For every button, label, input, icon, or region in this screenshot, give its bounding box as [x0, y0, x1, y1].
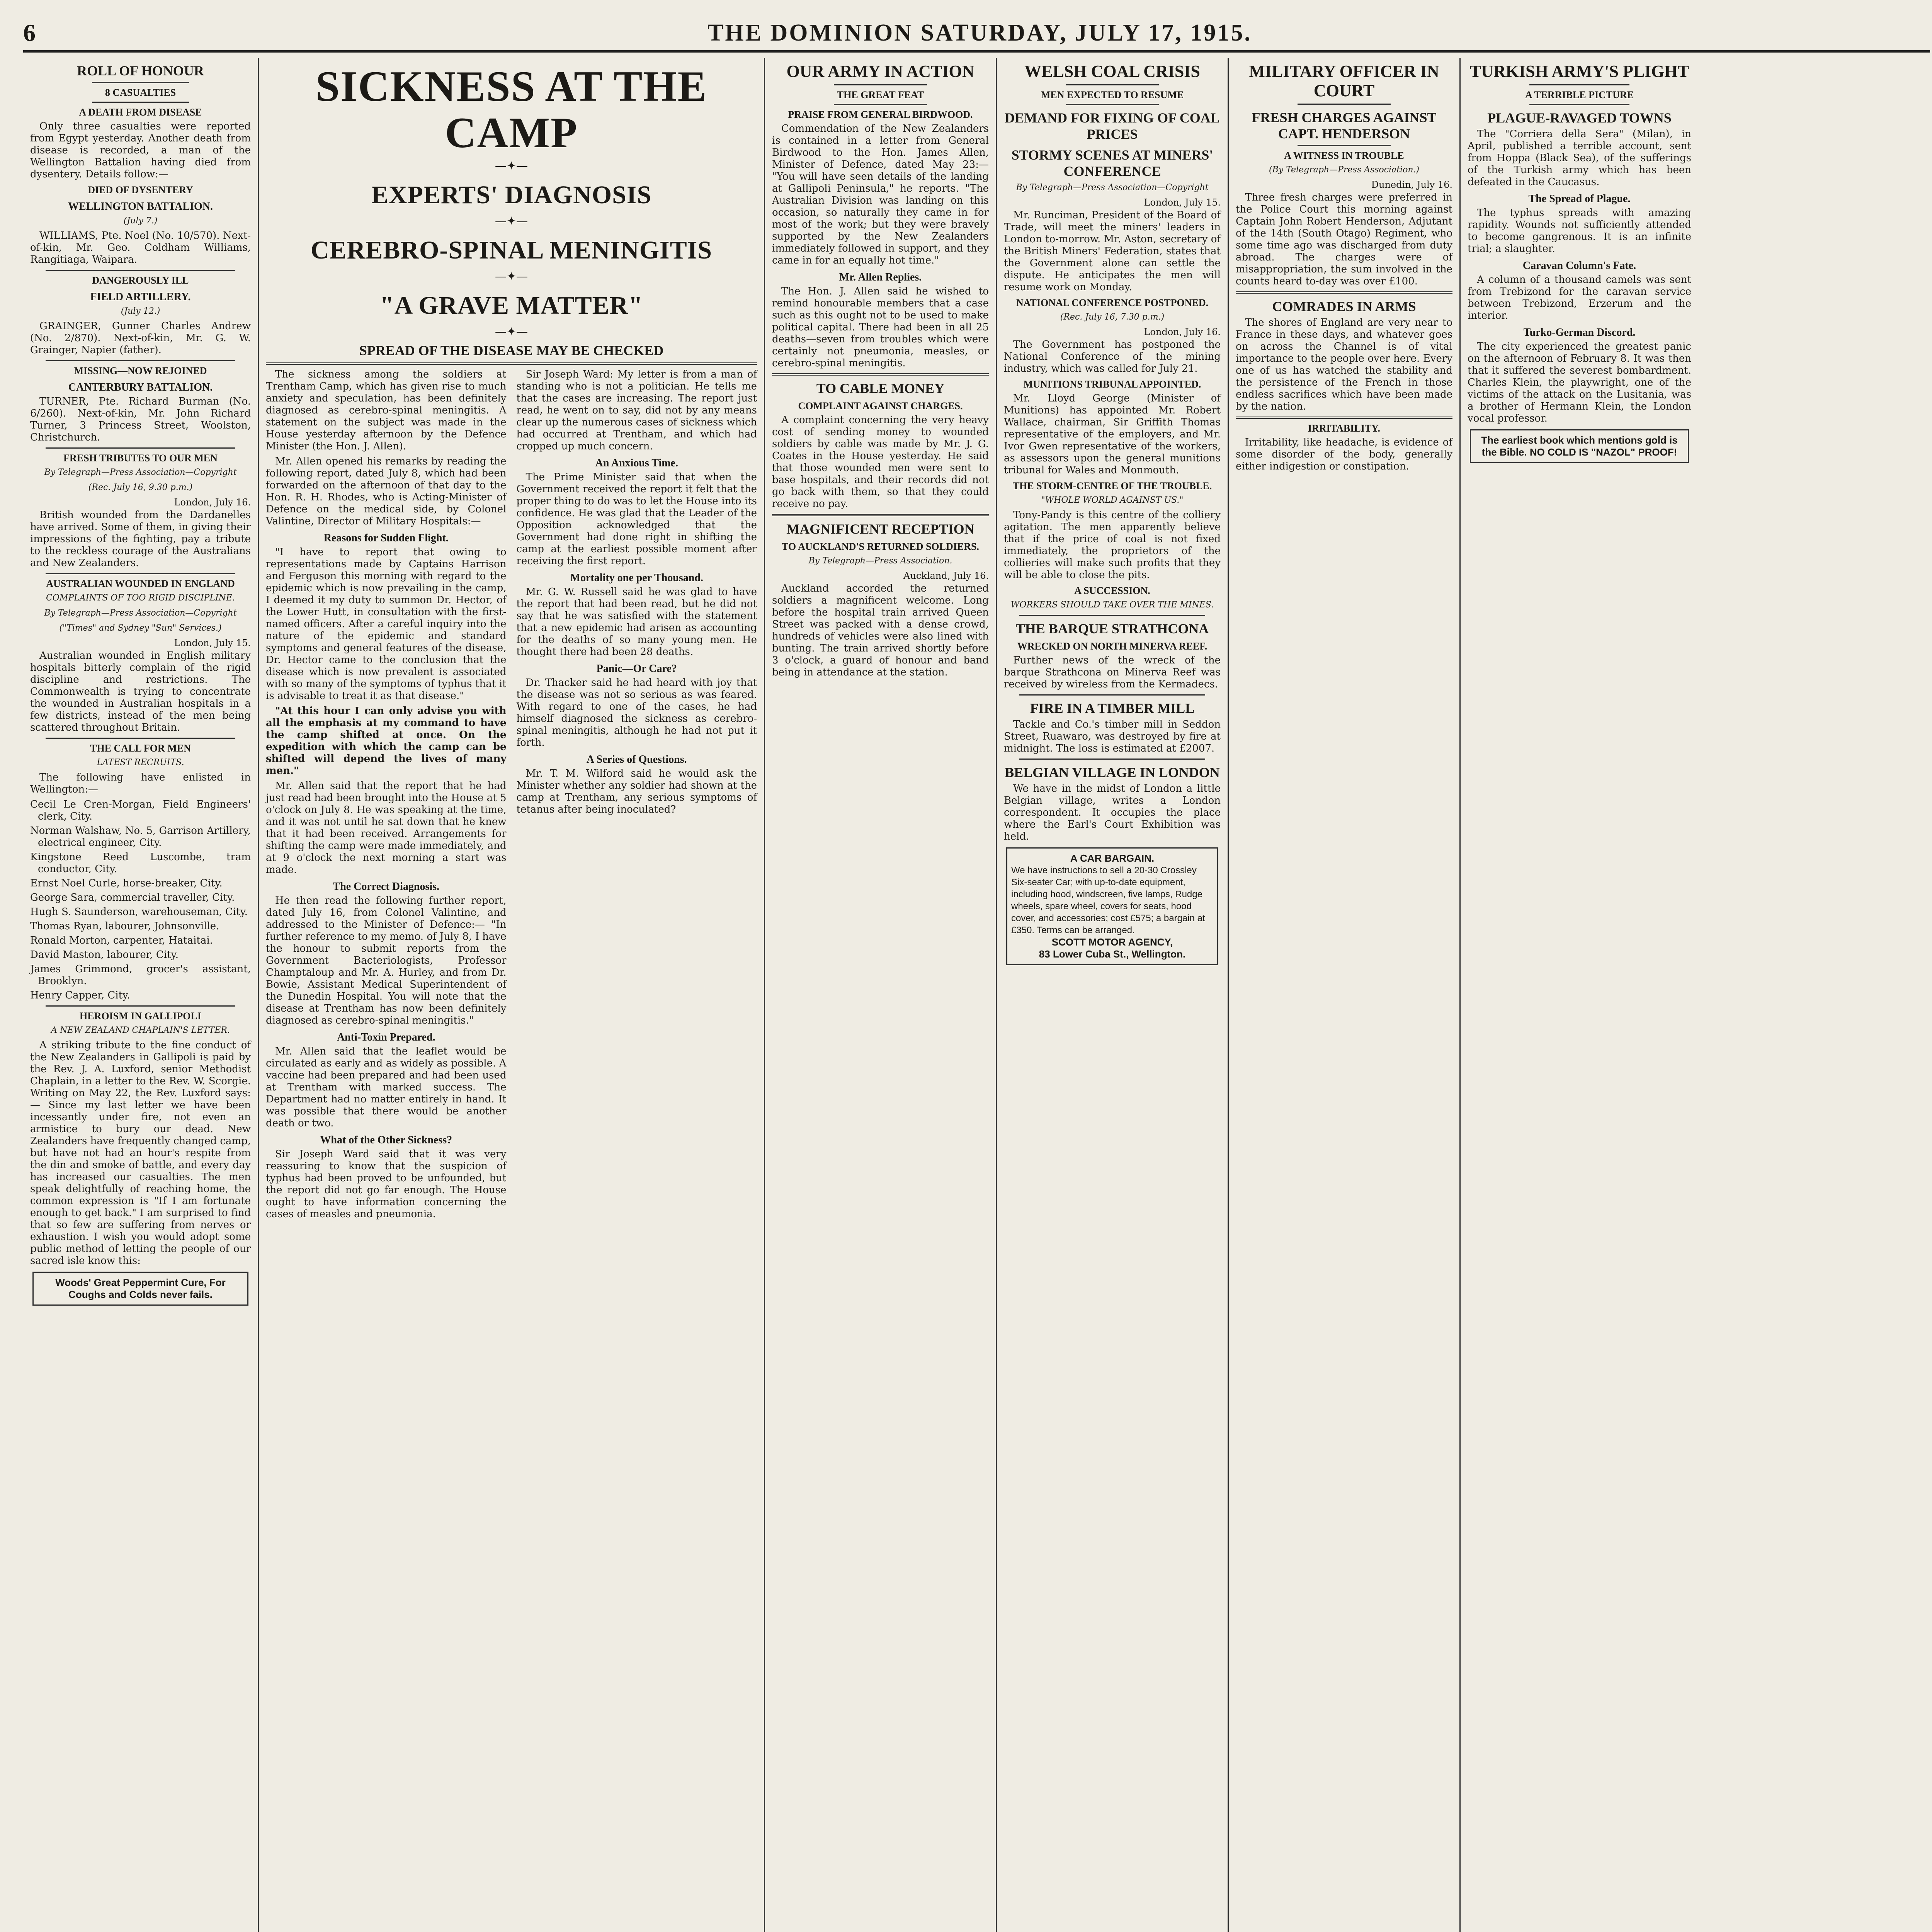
allen-text: The Hon. J. Allen said he wished to remind honourable members that a case such as this ought not to be used to make political capital. There had been in all 25 deaths—seven from troubles which were certainly not pneumonia, measles, or cerebro-spinal meningitis. [772, 286, 989, 369]
coal-prices-heading: DEMAND FOR FIXING OF COAL PRICES [1005, 110, 1220, 142]
plague-text: The typhus spreads with amazing rapidity. Wounds not sufficiently attended to become gangrenous. It is an infinite trial; a slaughter. [1468, 207, 1691, 255]
army-in-action-heading: OUR ARMY IN ACTION [786, 62, 975, 81]
cable-money-heading: TO CABLE MONEY [816, 381, 945, 396]
column-turkish-army [1461, 58, 1698, 1932]
list-item: David Maston, labourer, City. [30, 949, 179, 961]
call-for-men-heading: THE CALL FOR MEN [90, 743, 191, 754]
correct-diagnosis-subhead: The Correct Diagnosis. [333, 881, 440, 893]
welsh-coal-heading: WELSH COAL CRISIS [1024, 62, 1200, 81]
minerva-reef-heading: WRECKED ON NORTH MINERVA REEF. [1017, 641, 1208, 652]
timber-mill-fire-heading: FIRE IN A TIMBER MILL [1030, 701, 1195, 716]
article-right-column [517, 369, 757, 1223]
tributes-credit: By Telegraph—Press Association—Copyright [44, 468, 237, 477]
death-from-disease-heading: A DEATH FROM DISEASE [79, 107, 202, 118]
caravan-subhead: Caravan Column's Fate. [1522, 260, 1636, 272]
dysentery-date: (July 7.) [123, 216, 158, 226]
article-paragraph: Sir Joseph Ward: My letter is from a man of standing who is not a politician. He tells me that the cases are increasing. The report just read, he went on to say, did not by any means clear up the numerous cases of sickness which had occurred at Trentham, and which had cropped up much concern. [516, 369, 757, 452]
recruit-list [30, 799, 251, 1002]
masthead [23, 15, 1930, 53]
divider [834, 84, 927, 85]
coal-text: Mr. Runciman, President of the Board of Trade, will meet the miners' leaders in London to-morrow. Mr. Aston, secretary of the British Miners' Federation, states that the Government alone can settle the dispute. He anticipates the men will resume work on Monday. [1004, 209, 1221, 293]
ornament-divider: —✦— [495, 325, 528, 338]
article-paragraph: Mr. Allen said that the report that he had just read had been brought into the House at 5 o'clock on July 8. He was speaking at the time, and it was not until he sat down that he knew that it had been received. Arrangements for shifting the camp were made immediately, and at 9 o'clock the next morning a start was made. [266, 780, 507, 876]
officer-dateline: Dunedin, July 16. [1371, 179, 1452, 190]
australian-wounded-heading: AUSTRALIAN WOUNDED IN ENGLAND [46, 578, 235, 589]
spread-plague-subhead: The Spread of Plague. [1528, 193, 1631, 205]
belgian-village-text: We have in the midst of London a little Belgian village, writes a London correspondent. It occupies the place where the Earl's Court Exhibition was held. [1004, 783, 1221, 842]
wellington-battalion-label: WELLINGTON BATTALION. [68, 201, 213, 213]
casualties-count: 8 CASUALTIES [105, 87, 176, 98]
car-bargain-text: We have instructions to sell a 20-30 Crossley Six-seater Car; with up-to-date equipment, including hood, windscreen, five lamps, Rudge wheels, spare wheel, covers for seats, hood cover, and accessories; cost £575; a bargain at £350. Terms can be arranged. [1011, 865, 1205, 935]
article-paragraph: He then read the following further report, dated July 16, from Colonel Valintine, and addressed to the Minister of Defence:— "In further reference to my memo. of July 8, I have the honour to submit reports from the Government Bacteriologists, Professor Champtaloup and Mr. A. Hurley, and from Dr. Bowie, Assistant Medical Superintendent of the Dunedin Hospital. You will note that the disease at Trentham has now been definitely diagnosed as cerebro-spinal meningitis." [266, 895, 507, 1026]
list-item: Thomas Ryan, labourer, Johnsonville. [30, 920, 219, 932]
great-feat-heading: THE GREAT FEAT [837, 89, 924, 100]
column-army-in-action [765, 58, 997, 1932]
divider [1019, 759, 1205, 760]
sickness-headline: SICKNESS AT THE CAMP [315, 63, 707, 157]
column-military-officer [1229, 58, 1461, 1932]
field-artillery-label: FIELD ARTILLERY. [90, 291, 191, 303]
succession-heading: A SUCCESSION. [1074, 585, 1150, 596]
conference-postponed-heading: NATIONAL CONFERENCE POSTPONED. [1016, 297, 1209, 308]
divider [1236, 417, 1452, 419]
turko-german-subhead: Turko-German Discord. [1523, 327, 1636, 338]
questions-subhead: A Series of Questions. [586, 753, 687, 765]
cable-text: A complaint concerning the very heavy cost of sending money to wounded soldiers by cable was made by Mr. J. G. Coates in the House yesterday. He said that those wounded men were sent to base hospitals, and their records did not go back with them, so that they could receive no pay. [772, 414, 989, 510]
article-paragraph: Mr. T. M. Wilford said he would ask the Minister whether any soldier had shown at the camp at Trentham, any serious symptoms of tetanus after being inoculated? [516, 768, 757, 815]
australian-credit: By Telegraph—Press Association—Copyright [44, 608, 237, 618]
military-officer-heading: MILITARY OFFICER IN COURT [1249, 62, 1439, 100]
divider [46, 447, 235, 449]
cable-complaint-heading: COMPLAINT AGAINST CHARGES. [798, 400, 963, 412]
divider [772, 514, 989, 516]
officer-credit: (By Telegraph—Press Association.) [1269, 165, 1420, 175]
strathcona-text: Further news of the wreck of the barque Strathcona on Minerva Reef was received by wireless from the Kermadecs. [1004, 655, 1221, 690]
nazol-ad: The earliest book which mentions gold is the Bible. NO COLD IS "NAZOL" PROOF! [1470, 429, 1689, 463]
ornament-divider: —✦— [495, 159, 528, 173]
column-welsh-coal-crisis [997, 58, 1229, 1932]
article-left-column [266, 369, 507, 1223]
peppermint-cure-ad: Woods' Great Peppermint Cure, For Coughs and Colds never fails. [32, 1272, 248, 1306]
divider [1529, 84, 1629, 85]
storm-centre-text: Tony-Pandy is this centre of the colliery agitation. The men apparently believe that if the price of coal is not fixed immediately, the proprietors of the collieries will make such profits that they will be able to close the pits. [1004, 509, 1221, 581]
anxious-time-subhead: An Anxious Time. [595, 457, 678, 469]
coal-dateline: London, July 15. [1144, 197, 1221, 208]
turner-entry: TURNER, Pte. Richard Burman (No. 6/260). Next-of-kin, Mr. John Richard Turner, 3 Princess Street, Woolston, Christchurch. [30, 396, 251, 443]
grave-matter-heading: "A GRAVE MATTER" [380, 291, 643, 320]
reception-credit: By Telegraph—Press Association. [808, 556, 952, 566]
williams-entry: WILLIAMS, Pte. Noel (No. 10/570). Next-of-kin, Mr. Geo. Coldham Williams, Rangitiaga, Waipara. [30, 230, 251, 265]
storm-centre-heading: THE STORM-CENTRE OF THE TROUBLE. [1012, 480, 1212, 492]
list-item: Henry Capper, City. [30, 990, 130, 1001]
munitions-text: Mr. Lloyd George (Minister of Munitions) has appointed Mr. Robert Wallace, chairman, Sir Griffith Thomas representative of the employers, and Mr. Ivor Gwen representative of the workers, as assessors upon the general munitions tribunal for Wales and Monmouth. [1004, 393, 1221, 476]
latest-recruits-label: LATEST RECRUITS. [97, 758, 184, 767]
divider [92, 102, 189, 103]
spread-checked-heading: SPREAD OF THE DISEASE MAY BE CHECKED [359, 343, 664, 358]
comrades-text: The shores of England are very near to France in these days, and whatever goes on across the Channel is of vital importance to the people over here. Every one of us has watched the stability and the persistence of the French in those endless sacrifices which have been made by the nation. [1236, 317, 1452, 412]
anti-toxin-subhead: Anti-Toxin Prepared. [337, 1031, 435, 1043]
died-of-dysentery-heading: DIED OF DYSENTERY [88, 184, 193, 196]
article-paragraph: Dr. Thacker said he had heard with joy that the disease was not so serious as was feared. With regard to one of the cases, he had himself diagnosed the sickness as cerebro-spinal meningitis, although he had not put it forth. [516, 677, 757, 748]
reception-sub: TO AUCKLAND'S RETURNED SOLDIERS. [782, 541, 979, 552]
divider [1019, 615, 1205, 616]
divider [46, 573, 235, 574]
list-item: Norman Walshaw, No. 5, Garrison Artillery, electrical engineer, City. [30, 825, 251, 849]
divider [46, 270, 235, 271]
scott-motor-agency: SCOTT MOTOR AGENCY, [1051, 936, 1173, 948]
divider [1019, 694, 1205, 696]
witness-trouble-heading: A WITNESS IN TROUBLE [1284, 150, 1404, 161]
divider [266, 362, 757, 365]
artillery-date: (July 12.) [121, 306, 160, 316]
turko-german-text: The city experienced the greatest panic on the afternoon of February 8. It was then that it suffered the severest bombardment. Charles Klein, the playwright, one of the victims of the attack on the Lusitania, was a brother of Hermann Klein, the London vocal professor. [1468, 341, 1691, 424]
article-paragraph: Mr. G. W. Russell said he was glad to have the report that had been read, but he did not say that he was satisfied with the statement that a new epidemic had arisen as accounting for the deaths of so many young men. He thought there had been 28 deaths. [516, 586, 757, 658]
divider [1066, 104, 1159, 105]
coal-credit: By Telegraph—Press Association—Copyright [1016, 183, 1209, 192]
grainger-entry: GRAINGER, Gunner Charles Andrew (No. 2/870). Next-of-kin, Mr. G. W. Grainger, Napier (father). [30, 320, 251, 356]
australian-services: ("Times" and Sydney "Sun" Services.) [59, 623, 222, 633]
munitions-tribunal-heading: MUNITIONS TRIBUNAL APPOINTED. [1023, 379, 1201, 390]
list-item: Ernst Noel Curle, horse-breaker, City. [30, 878, 223, 889]
ornament-divider: —✦— [495, 214, 528, 228]
newspaper-title: THE DOMINION SATURDAY, JULY 17, 1915. [707, 19, 1252, 46]
irritability-text: Irritability, like headache, is evidence of some disorder of the body, generally either indigestion or constipation. [1236, 437, 1452, 472]
comrades-in-arms-heading: COMRADES IN ARMS [1272, 299, 1416, 314]
divider [772, 373, 989, 376]
car-bargain-heading: A CAR BARGAIN. [1070, 852, 1155, 864]
list-item: Kingstone Reed Luscombe, tram conductor, City. [30, 851, 251, 875]
divider [46, 360, 235, 361]
masthead-spacer [1924, 19, 1930, 47]
tributes-date: (Rec. July 16, 9.30 p.m.) [88, 483, 193, 492]
divider [1236, 291, 1452, 294]
meningitis-heading: CEREBRO-SPINAL MENINGITIS [310, 236, 713, 264]
article-paragraph: Sir Joseph Ward said that it was very reassuring to know that the suspicion of typhus had been proved to be unfounded, but the report did not go far enough. The House ought to have information concerning the cases of measles and pneumonia. [266, 1148, 507, 1220]
column-sickness-at-camp [259, 58, 765, 1932]
reasons-subhead: Reasons for Sudden Flight. [323, 532, 449, 544]
stormy-scenes-heading: STORMY SCENES AT MINERS' CONFERENCE [1011, 147, 1213, 179]
divider [1298, 145, 1391, 146]
article-paragraph: Mr. Allen said that the leaflet would be circulated as early and as widely as possible. A vaccine had been prepared and had been used at Trentham with marked success. The Department had no matter entirely in hand. It was possible that there would be another death or two. [266, 1046, 507, 1129]
belgian-village-heading: BELGIAN VILLAGE IN LONDON [1005, 765, 1220, 780]
officer-text: Three fresh charges were preferred in the Police Court this morning against Captain John Robert Henderson, Adjutant of the 14th (South Otago) Regiment, who some time ago was discharged from duty abroad. The charges were of misappropriation, the sum involved in the counts heard to-day was over £100. [1236, 192, 1452, 287]
column-roll-of-honour [23, 58, 259, 1932]
whole-world-sub: "WHOLE WORLD AGAINST US." [1041, 495, 1184, 505]
list-item: George Sara, commercial traveller, City. [30, 892, 235, 903]
reception-heading: MAGNIFICENT RECEPTION [786, 521, 975, 537]
divider [1066, 84, 1159, 85]
conference-date: (Rec. July 16, 7.30 p.m.) [1060, 312, 1165, 322]
australian-sub: COMPLAINTS OF TOO RIGID DISCIPLINE. [46, 593, 235, 603]
take-over-mines-sub: WORKERS SHOULD TAKE OVER THE MINES. [1010, 600, 1214, 610]
conference-dateline: London, July 16. [1144, 327, 1221, 337]
army-text: Commendation of the New Zealanders is contained in a letter from General Birdwood to the Hon. James Allen, Minister of Defence, dated May 23:— "You will have seen details of the landing at Gallipoli Peninsula," he reports. "The Australian Division was landing on this occasion, so naturally they came in for most of the work; but they were bravely supported by the New Zealanders immediately followed in support, and they came in for an equally hot time." [772, 123, 989, 266]
list-item: James Grimmond, grocer's assistant, Brooklyn. [30, 963, 251, 987]
chaplain-letter-text: A striking tribute to the fine conduct of the New Zealanders in Gallipoli is paid by the Rev. J. A. Luxford, senior Methodist Chaplain, in a letter to the Rev. W. Scorgie. Writing on May 22, the Rev. Luxford says:— Since my last letter we have been incessantly under fire, not even an armistice to bury our dead. New Zealanders have frequently changed camp, but have not had an hour's respite from the din and smoke of battle, and every day has increased our casualties. The men speak delightfully of reaching home, the common expression is "If I am fortunate enough to get back." I am surprised to find that so few are suffering from nerves or exhaustion. I wish you would adopt some public method of letting the people of our sacred isle know this: [30, 1039, 251, 1267]
divider [1298, 104, 1391, 105]
page-number: 6 [23, 19, 36, 46]
tributes-dateline: London, July 16. [174, 497, 251, 508]
divider [46, 1005, 235, 1007]
article-paragraph: Mr. Allen opened his remarks by reading the following report, dated July 8, which had been forwarded on the afternoon of that day to the Hon. R. H. Rhodes, who is Acting-Minister of Defence on the medical side, by Colonel Valintine, Director of Military Hospitals:— [266, 456, 507, 527]
article-paragraph: The sickness among the soldiers at Trentham Camp, which has given rise to much anxiety and speculation, has been definitely diagnosed as cerebro-spinal meningitis. A statement on the subject was made in the House yesterday afternoon by the Defence Minister (the Hon. J. Allen). [266, 369, 507, 452]
experts-diagnosis-heading: EXPERTS' DIAGNOSIS [371, 181, 652, 209]
caravan-text: A column of a thousand camels was sent from Trebizond for the caravan service between Trebizond, Erzerum and the interior. [1468, 274, 1691, 321]
sickness-article-body [266, 369, 757, 1223]
article-paragraph: "I have to report that owing to representations made by Captains Harrison and Ferguson this morning with regard to the epidemic which is now prevailing in the camp, I deemed it my duty to summon Dr. Hector, of the Lower Hutt, in consultation with the first-named officers. After a careful inquiry into the nature of the epidemic and standard symptoms and general features of the disease, Dr. Hector came to the conclusion that the disease which is now prevalent is associated with so many of the symptoms of typhus that it is advisable to treat it as that disease." [266, 546, 507, 702]
fresh-tributes-heading: FRESH TRIBUTES TO OUR MEN [63, 452, 218, 464]
birdwood-praise-heading: PRAISE FROM GENERAL BIRDWOOD. [788, 109, 973, 120]
list-item: Cecil Le Cren-Morgan, Field Engineers' clerk, City. [30, 799, 251, 822]
list-item: Hugh S. Saunderson, warehouseman, City. [30, 906, 248, 918]
strathcona-heading: THE BARQUE STRATHCONA [1015, 621, 1209, 636]
turkish-text: The "Corriera della Sera" (Milan), in April, published a terrible account, sent from Hoppa (Black Sea), of the sufferings of the Turkish army which has been defeated in the Caucasus. [1468, 128, 1691, 188]
article-paragraph: The Prime Minister said that when the Government received the report it felt that the proper thing to do was to let the House into its confidence. He was glad that the Leader of the Opposition acknowledged that the Government had done right in shifting the camp at the earliest possible moment after receiving the first report. [516, 471, 757, 567]
agency-address: 83 Lower Cuba St., Wellington. [1039, 948, 1186, 960]
allen-replies-subhead: Mr. Allen Replies. [839, 271, 922, 283]
irritability-heading: IRRITABILITY. [1308, 423, 1381, 434]
conference-text: The Government has postponed the National Conference of the mining industry, which was called for July 21. [1004, 339, 1221, 374]
turkish-army-heading: TURKISH ARMY'S PLIGHT [1469, 62, 1689, 81]
australian-dateline: London, July 15. [174, 638, 251, 648]
reception-dateline: Auckland, July 16. [903, 570, 989, 581]
roll-of-honour-heading: ROLL OF HONOUR [77, 63, 204, 78]
page-columns [23, 58, 1930, 1932]
divider [92, 82, 189, 83]
car-bargain-ad [1006, 847, 1218, 965]
reception-text: Auckland accorded the returned soldiers a magnificent welcome. Long before the hospital train arrived Queen Street was packed with a dense crowd, hundreds of vehicles were also lined with bunting. The train arrived shortly before 3 o'clock, a guard of honour and band being in attendance at the station. [772, 583, 989, 678]
ornament-divider: —✦— [495, 270, 528, 283]
heroism-gallipoli-heading: HEROISM IN GALLIPOLI [80, 1010, 201, 1022]
men-resume-heading: MEN EXPECTED TO RESUME [1041, 89, 1184, 100]
divider [46, 738, 235, 739]
canterbury-battalion-label: CANTERBURY BATTALION. [68, 381, 213, 393]
plague-towns-heading: PLAGUE-RAVAGED TOWNS [1487, 110, 1672, 126]
death-from-disease-text: Only three casualties were reported from Egypt yesterday. Another death from disease is recorded, a man of the Wellington Battalion having died from dysentery. Details follow:— [30, 121, 251, 180]
missing-rejoined-heading: MISSING—NOW REJOINED [74, 365, 207, 376]
tributes-text: British wounded from the Dardanelles have arrived. Some of them, in giving their impressions of the fighting, pay a tribute to the reckless courage of the Australians and New Zealanders. [30, 509, 251, 569]
article-paragraph: "At this hour I can only advise you with all the emphasis at my command to have the camp shifted at once. On the expedition with which the camp can be shifted will depend the lives of many men." [266, 705, 507, 777]
enlisted-intro: The following have enlisted in Wellington:— [30, 772, 251, 795]
other-sickness-subhead: What of the Other Sickness? [320, 1134, 452, 1146]
divider [1529, 104, 1629, 105]
panic-subhead: Panic—Or Care? [596, 663, 677, 675]
mortality-subhead: Mortality one per Thousand. [570, 572, 703, 584]
timber-mill-text: Tackle and Co.'s timber mill in Seddon Street, Ruawaro, was destroyed by fire at midnight. The loss is estimated at £2007. [1004, 719, 1221, 754]
dangerously-ill-heading: DANGEROUSLY ILL [92, 275, 189, 286]
list-item: Ronald Morton, carpenter, Hataitai. [30, 935, 213, 946]
fresh-charges-heading: FRESH CHARGES AGAINST CAPT. HENDERSON [1252, 110, 1437, 141]
chaplain-letter-sub: A NEW ZEALAND CHAPLAIN'S LETTER. [51, 1026, 230, 1035]
terrible-picture-heading: A TERRIBLE PICTURE [1525, 89, 1634, 100]
australian-text: Australian wounded in English military hospitals bitterly complain of the rigid discipline and restrictions. The Commonwealth is trying to concentrate the wounded in Australian hospitals in a few districts, instead of the men being scattered throughout Britain. [30, 650, 251, 733]
divider [834, 104, 927, 105]
